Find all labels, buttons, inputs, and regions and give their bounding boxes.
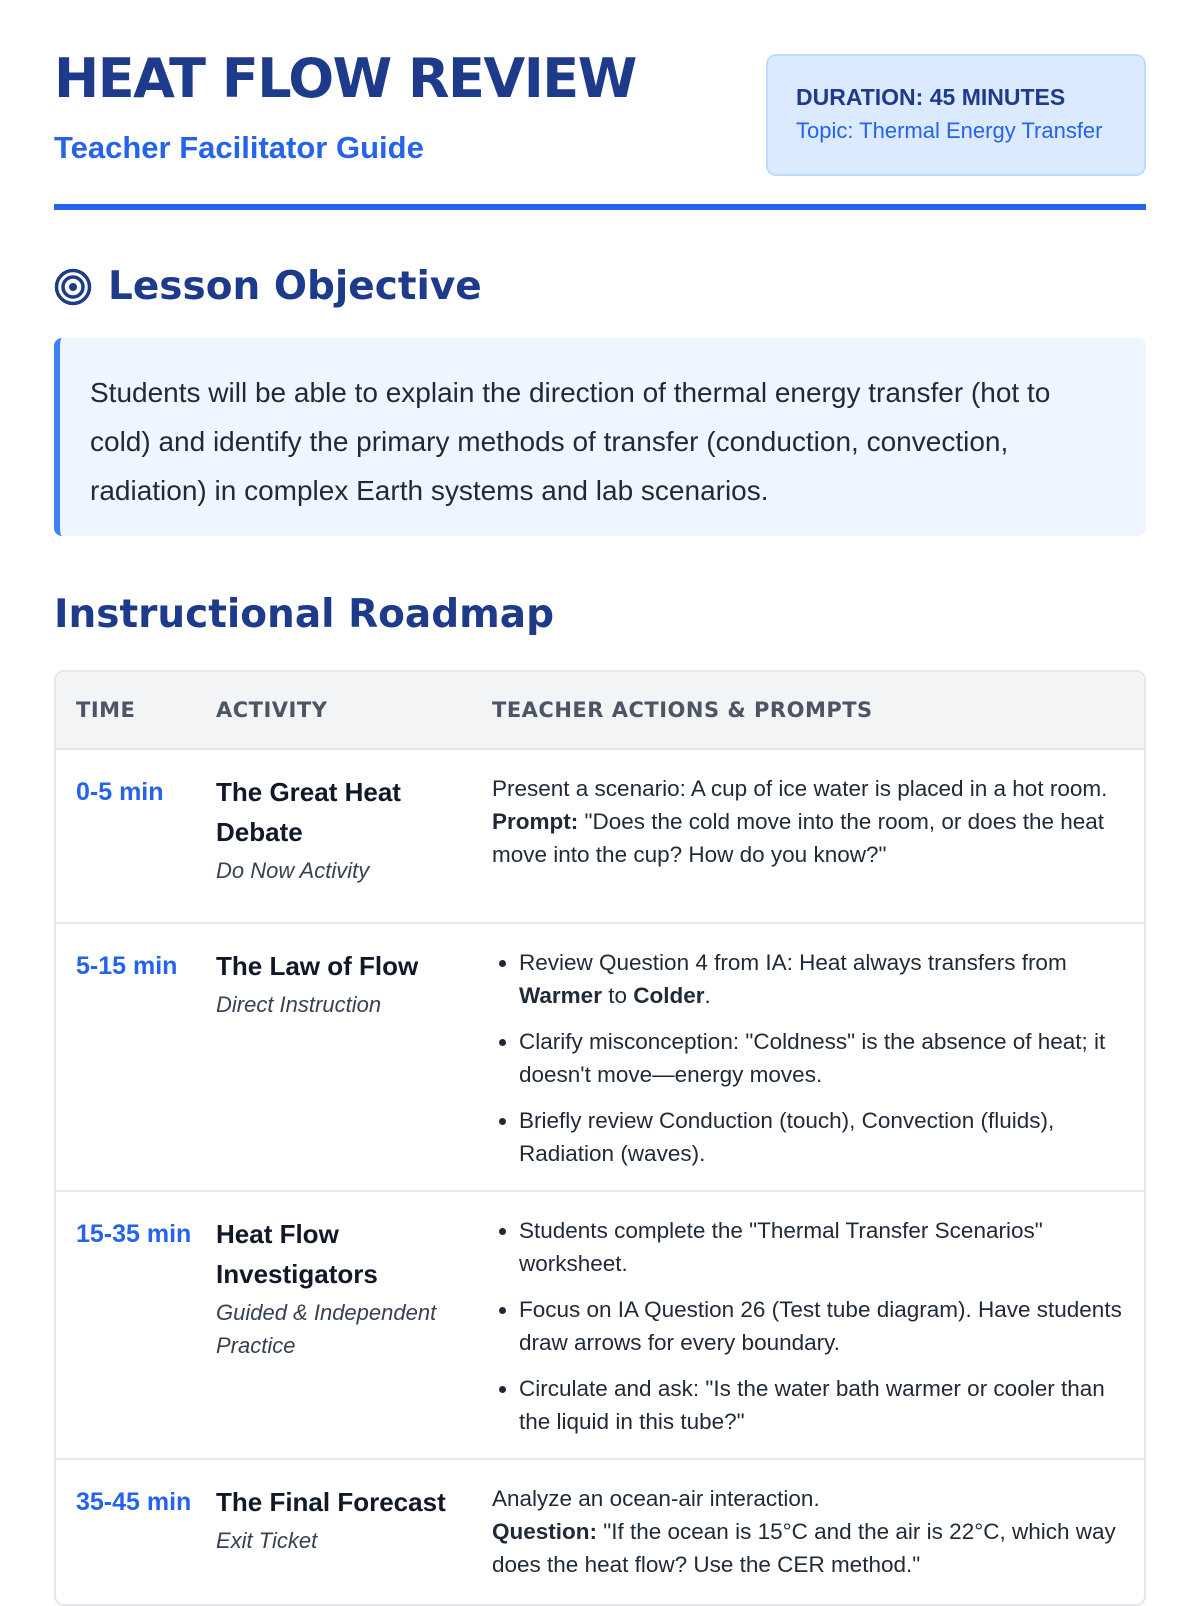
list-item <box>519 946 1124 1012</box>
bullet-text: Review Question 4 from IA: Heat always transfers from <box>519 950 1067 975</box>
activity-title: Heat Flow Investigators <box>216 1219 378 1289</box>
table-row <box>56 1192 1144 1460</box>
duration-label: DURATION: 45 MINUTES <box>796 84 1066 110</box>
objective-heading-text: Lesson Objective <box>108 264 482 309</box>
page-title: HEAT FLOW REVIEW <box>54 47 636 110</box>
activity-type: Exit Ticket <box>216 1528 318 1553</box>
activity-type: Do Now Activity <box>216 858 370 883</box>
action-question <box>492 1515 1124 1581</box>
row-time: 35-45 min <box>76 1488 192 1516</box>
prompt-label: Prompt: <box>492 809 579 834</box>
action-list <box>492 1214 1124 1438</box>
objective-heading <box>54 264 482 309</box>
table-header-row <box>56 672 1144 750</box>
row-activity <box>216 1460 492 1604</box>
bullet-bold-warmer: Warmer <box>519 983 602 1008</box>
list-item: • Focus on IA Question 26 (Test tube diagram). Have students draw arrows for every boundary. <box>519 1293 1124 1359</box>
activity-title: The Law of Flow <box>216 951 419 981</box>
list-item: • Clarify misconception: "Coldness" is the absence of heat; it doesn't move—energy moves. <box>519 1025 1124 1091</box>
action-prompt <box>492 805 1124 871</box>
objective-text: Students will be able to explain the direction of thermal energy transfer (hot to cold) and identify the primary methods of transfer (conduction, convection, radiation) in complex Earth systems and lab scenarios. <box>54 338 1146 536</box>
activity-type: Guided & Independent Practice <box>216 1300 437 1358</box>
column-header-actions: TEACHER ACTIONS & PROMPTS <box>492 698 873 722</box>
row-teacher-actions <box>492 1460 1144 1604</box>
list-item: • Students complete the "Thermal Transfer Scenarios" worksheet. <box>519 1214 1124 1280</box>
activity-type: Direct Instruction <box>216 992 382 1017</box>
table-row <box>56 750 1144 924</box>
target-icon <box>54 268 92 306</box>
bullet-text: to <box>601 983 634 1008</box>
question-label: Question: <box>492 1519 597 1544</box>
row-activity <box>216 1192 492 1458</box>
list-item: • Briefly review Conduction (touch), Convection (fluids), Radiation (waves). <box>519 1104 1124 1170</box>
topic-label: Topic: Thermal Energy Transfer <box>796 117 1103 143</box>
action-list <box>492 946 1124 1170</box>
row-teacher-actions <box>492 750 1144 922</box>
activity-title: The Great Heat Debate <box>216 777 401 847</box>
row-teacher-actions <box>492 1192 1144 1458</box>
bullet-text: . <box>704 983 711 1008</box>
bullet-bold-colder: Colder <box>633 983 705 1008</box>
action-intro: Present a scenario: A cup of ice water is placed in a hot room. <box>492 776 1108 801</box>
page-subtitle: Teacher Facilitator Guide <box>54 130 424 165</box>
table-row <box>56 1460 1144 1604</box>
row-time: 15-35 min <box>76 1220 192 1248</box>
table-row <box>56 924 1144 1192</box>
roadmap-heading: Instructional Roadmap <box>54 592 555 637</box>
list-item: • Circulate and ask: "Is the water bath warmer or cooler than the liquid in this tube?" <box>519 1372 1124 1438</box>
row-activity <box>216 750 492 922</box>
column-header-time: TIME <box>76 698 136 722</box>
row-activity <box>216 924 492 1190</box>
page-header <box>54 0 1146 210</box>
action-intro: Analyze an ocean-air interaction. <box>492 1486 820 1511</box>
column-header-activity: ACTIVITY <box>216 698 328 722</box>
row-time: 5-15 min <box>76 952 178 980</box>
question-text: "If the ocean is 15°C and the air is 22°C, which way does the heat flow? Use the CER method." <box>492 1519 1116 1577</box>
activity-title: The Final Forecast <box>216 1487 446 1517</box>
lesson-meta-box <box>766 54 1146 176</box>
prompt-text: "Does the cold move into the room, or does the heat move into the cup? How do you know?" <box>492 809 1105 867</box>
row-teacher-actions <box>492 924 1144 1190</box>
roadmap-table <box>54 670 1146 1606</box>
row-time: 0-5 min <box>76 778 164 806</box>
